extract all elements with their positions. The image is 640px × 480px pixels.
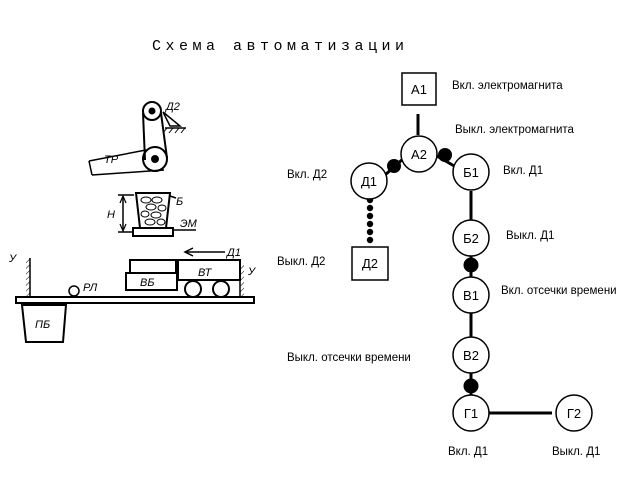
label-receiver: ПБ	[35, 319, 51, 331]
label-sensor: РЛ	[83, 282, 98, 294]
node-a1-label: А1	[411, 82, 427, 97]
label-bunker: Б	[176, 196, 184, 208]
label-car-vb: ВБ	[140, 277, 155, 289]
bunker-b	[136, 193, 176, 228]
label-limit-right: У	[248, 266, 256, 278]
label-d1-off: Выкл. Д1	[506, 230, 555, 242]
node-v1-label: В1	[463, 288, 479, 303]
token-a2-d1	[387, 159, 401, 173]
label-drive-d2: Д2	[166, 101, 180, 113]
node-a2-label: А2	[411, 147, 427, 162]
label-g1-d1-on: Вкл. Д1	[448, 446, 489, 458]
node-d2-label: Д2	[361, 256, 379, 271]
node-b1-label: Б1	[463, 165, 479, 180]
label-em-on: Вкл. электромагнита	[452, 80, 563, 92]
conveyor-tr	[89, 150, 164, 175]
label-drive-d1: Д1	[227, 247, 241, 259]
rail-platform	[16, 286, 254, 303]
label-height: Н	[107, 209, 115, 221]
label-timer-on: Вкл. отсечки времени	[501, 285, 617, 297]
token-b2-v1	[464, 258, 479, 273]
label-electromagnet: ЭМ	[180, 218, 197, 230]
node-g1-label: Г1	[463, 406, 479, 421]
limit-stop-right	[240, 265, 244, 297]
d1-direction-arrow	[185, 248, 225, 256]
diagram-title: Схема автоматизации	[152, 38, 409, 55]
dotted-connection	[367, 197, 373, 243]
node-b2-label: Б2	[463, 231, 479, 246]
limit-stop-left	[26, 258, 30, 297]
label-limit-left: У	[9, 253, 17, 265]
node-g2-label: Г2	[566, 406, 582, 421]
node-v2-label: В2	[463, 348, 479, 363]
token-a2-b1	[438, 148, 452, 162]
label-em-off: Выкл. электромагнита	[455, 124, 574, 136]
belt	[143, 113, 167, 171]
label-d2-off: Выкл. Д2	[277, 256, 326, 268]
height-dimension	[118, 195, 134, 232]
label-timer-off: Выкл. отсечки времени	[287, 352, 411, 364]
label-d2-on: Вкл. Д2	[287, 169, 328, 181]
electromagnet-plate	[133, 228, 173, 236]
label-conveyor: ТР	[104, 154, 119, 166]
mechanism-drawing	[16, 102, 254, 342]
label-car-vt: ВТ	[198, 267, 212, 279]
label-g2-d1-off: Выкл. Д1	[552, 446, 601, 458]
token-v2-g1	[464, 379, 479, 394]
label-d1-on: Вкл. Д1	[503, 165, 544, 177]
node-d1-label: Д1	[360, 174, 378, 189]
